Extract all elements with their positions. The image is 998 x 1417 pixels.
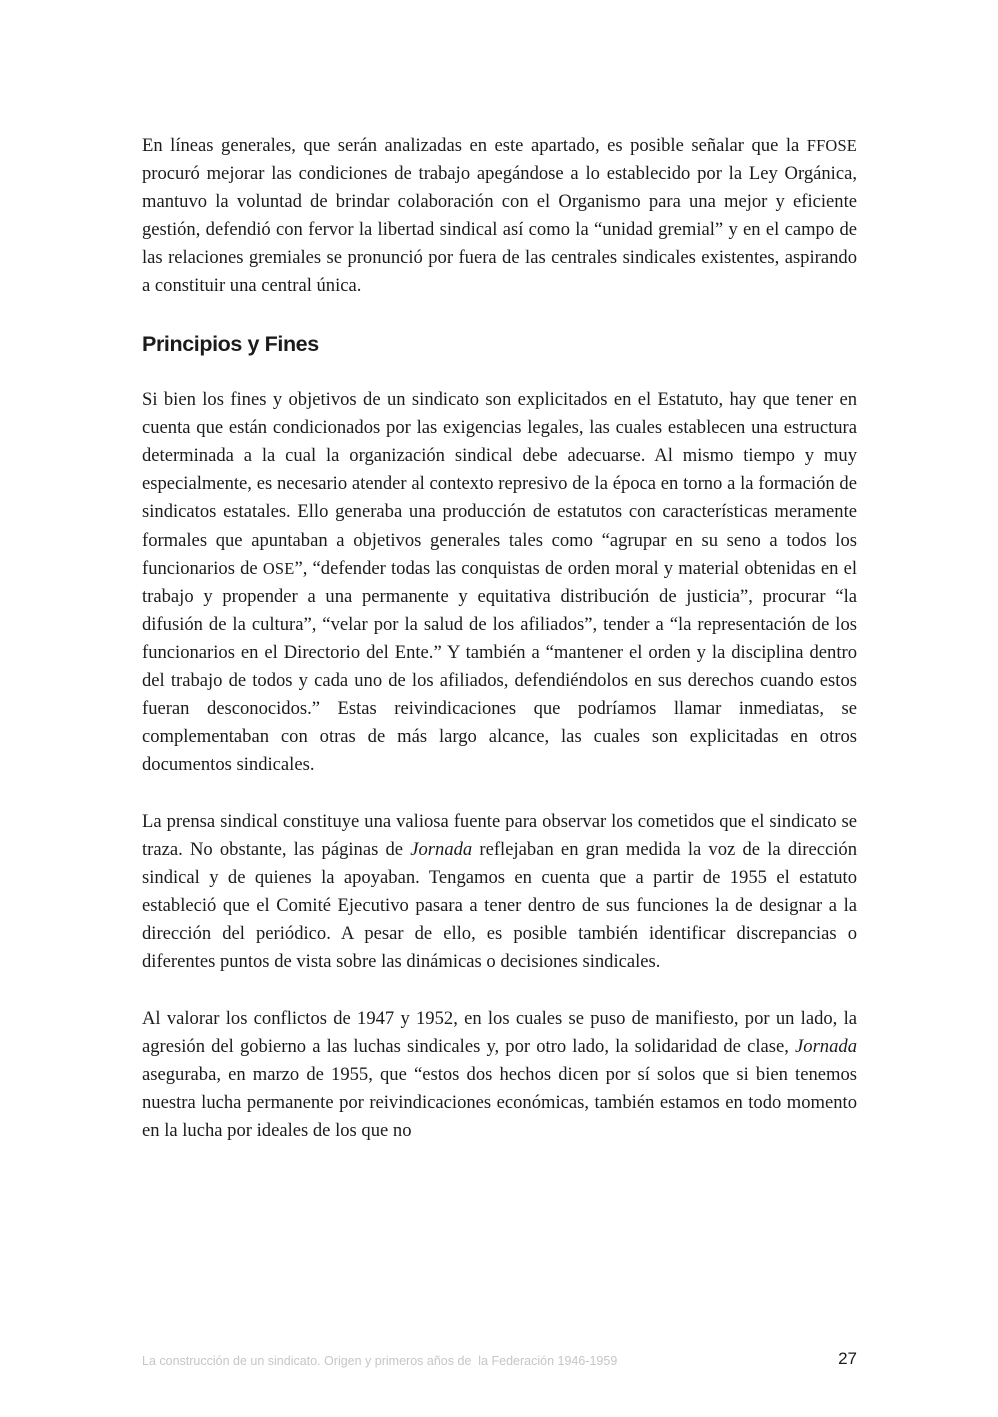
italic-title: Jornada [410,838,473,860]
paragraph-1: En líneas generales, que serán analizadas en este apartado, es posible señalar que la FFOSE procuró mejorar las condiciones de trabajo apegándose a lo establecido por la Ley Orgánica, mantuvo la voluntad de brindar colaboración con el Organismo para una mejor y eficiente gestión, defendió con fervor la libertad sindical así como la “unidad gremial” y en el campo de las relaciones gremiales se pronunció por fuera de las centrales sindicales existentes, aspirando a constituir una central única. [142,135,857,297]
acronym: FFOSE [806,136,857,155]
paragraph-4: Al valorar los conflictos de 1947 y 1952, en los cuales se puso de manifiesto, por un lado, la agresión del gobierno a las luchas sindicales y, por otro lado, la solidaridad de clase, Jornada aseguraba, en marzo de 1955, que “estos dos hechos dicen por sí solos que si bien tenemos nuestra lucha permanente por reivindicaciones económicas, también estamos en todo momento en la lucha por ideales de los que no [142,1007,857,1142]
page-number: 27 [838,1349,857,1368]
section-heading: Principios y Fines [142,332,319,357]
acronym: OSE [262,558,295,578]
page-body [142,132,857,1145]
running-footer-title: La construcción de un sindicato. Origen y primeros años de la Federación 1946-1959 [142,1354,618,1368]
paragraph-3: La prensa sindical constituye una valiosa fuente para observar los cometidos que el sindicato se traza. No obstante, las páginas de Jornada reflejaban en gran medida la voz de la dirección sindical y de quienes la apoyaban. Tengamos en cuenta que a partir de 1955 el estatuto estableció que el Comité Ejecutivo pasara a tener dentro de sus funciones la de designar a la dirección del periódico. A pesar de ello, es posible también identificar discrepancias o diferentes puntos de vista sobre las dinámicas o decisiones sindicales. [142,810,857,973]
italic-title: Jornada [795,1036,857,1058]
paragraph-2: Si bien los fines y objetivos de un sindicato son explicitados en el Estatuto, hay que tener en cuenta que están condicionados por las exigencias legales, las cuales establecen una estructura determinada a la cual la organización sindical debe adecuarse. Al mismo tiempo y muy especialmente, es necesario atender al contexto represivo de la época en torno a la formación de sindicatos estatales. Ello generaba una producción de estatutos con características meramente formales que apuntaban a objetivos generales tales como “agrupar en su seno a todos los funcionarios de OSE”, “defender todas las conquistas de orden moral y material obtenidas en el trabajo y propender a una permanente y equitativa distribución de justicia”, procurar “la difusión de la cultura”, “velar por la salud de los afiliados”, tender a “la representación de los funcionarios en el Directorio del Ente.” Y también a “mantener el orden y la disciplina dentro del trabajo de todos y cada uno de los afiliados, defendiéndolos en sus derechos cuando estos fueran desconocidos.” Estas reivindicaciones que podríamos llamar inmediatas, se complementaban con otras de más largo alcance, las cuales son explicitadas en otros documentos sindicales. [142,389,857,776]
